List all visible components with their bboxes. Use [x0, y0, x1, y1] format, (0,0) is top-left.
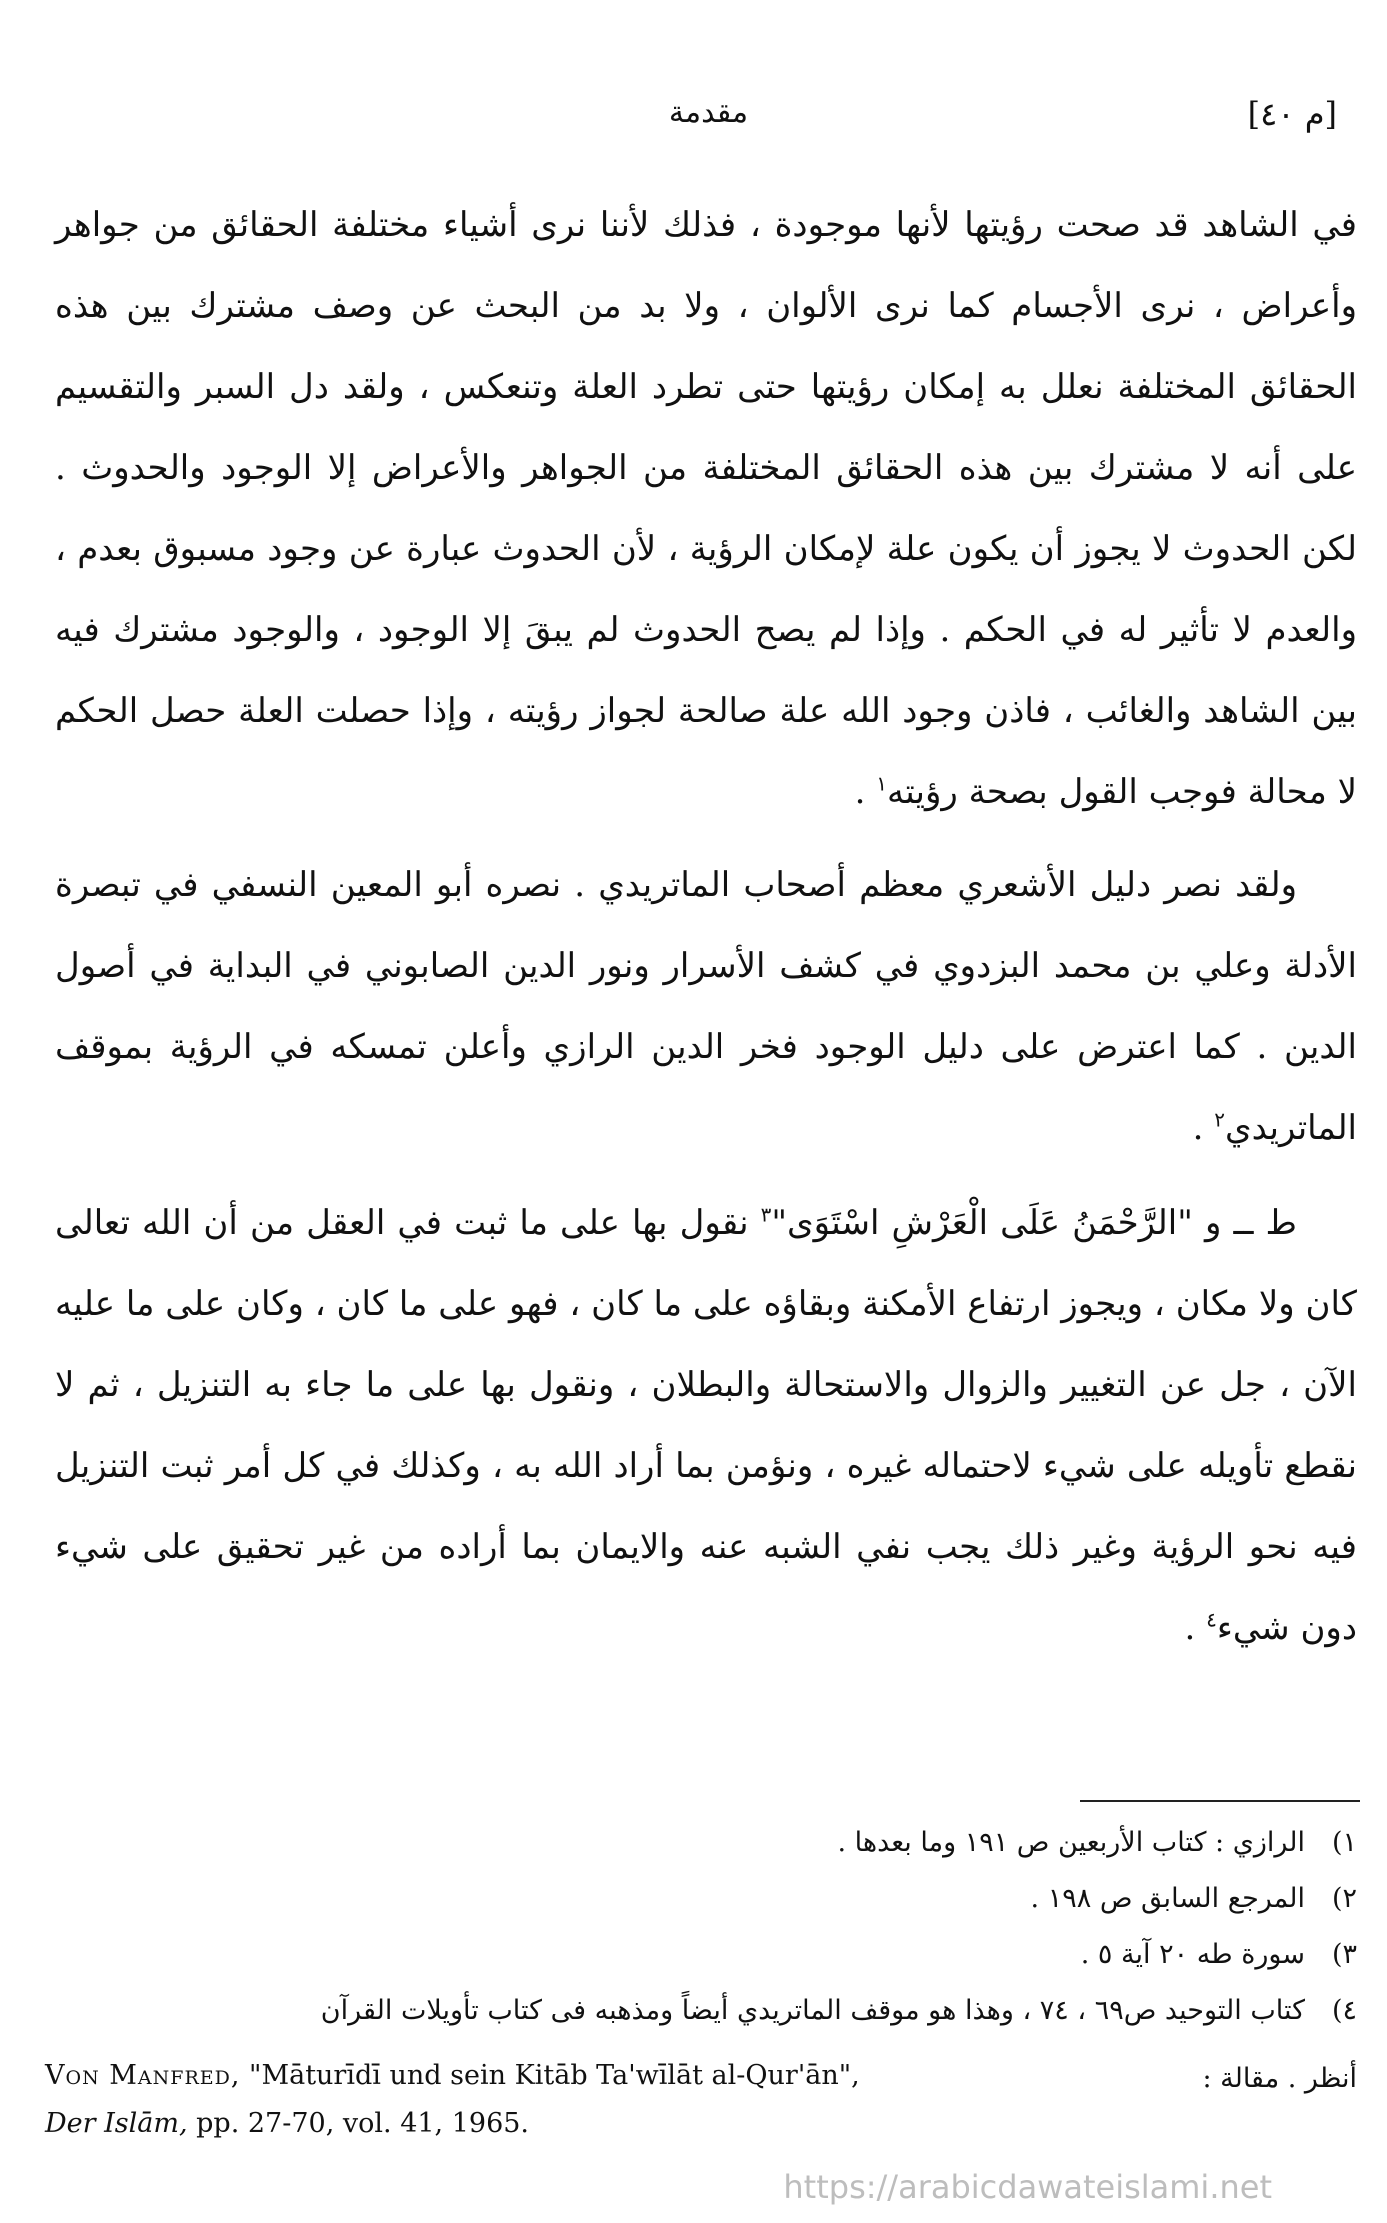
footnote-3-number: ٣) [1331, 1939, 1357, 1970]
footnote-4 [40, 1983, 1357, 2039]
citation-details: pp. 27-70, vol. 41, 1965. [187, 2108, 530, 2139]
paragraph-2 [55, 845, 1357, 1169]
footnote-divider [1080, 1800, 1360, 1802]
footnote-3-text: سورة طه ٢٠ آية ٥ . [1080, 1939, 1305, 1970]
paragraph-3 [55, 1183, 1357, 1669]
footnote-2-number: ٢) [1331, 1883, 1357, 1914]
main-text [55, 185, 1357, 1669]
citation-title: "Māturīdī und sein Kitāb Ta'wīlāt al-Qur'ān", [240, 2060, 860, 2091]
paragraph-2-end: . [1192, 1108, 1215, 1148]
footnote-4-journal-ref [45, 2108, 529, 2139]
footnote-1 [40, 1815, 1357, 1871]
footnote-1-text: الرازي : كتاب الأربعين ص ١٩١ وما بعدها . [837, 1827, 1305, 1858]
footnote-4-see-article: أنظر . مقالة : [1202, 2063, 1357, 2094]
paragraph-3-end: . [1184, 1608, 1207, 1648]
footnotes [40, 1815, 1357, 2039]
page-number: [م ٤٠] [1247, 95, 1337, 133]
paragraph-2-text: ولقد نصر دليل الأشعري معظم أصحاب الماتريدي . نصره أبو المعين النسفي في تبصرة الأدلة وعلي بن محمد البزدوي في كشف الأسرار ونور الدين الصابوني في البداية في أصول الدين . كما اعترض على دليل الوجود فخر الدين الرازي وأعلن تمسكه في الرؤية بموقف الماتريدي [55, 865, 1357, 1148]
footnote-2-text: المرجع السابق ص ١٩٨ . [1030, 1883, 1305, 1914]
footnote-1-number: ١) [1331, 1827, 1357, 1858]
paragraph-3-quote: ط ــ و "الرَّحْمَنُ عَلَى الْعَرْشِ اسْتَوَى" [771, 1203, 1297, 1243]
paragraph-1 [55, 185, 1357, 833]
paragraph-1-end: . [854, 772, 877, 812]
watermark-url: https://arabicdawateislami.net [783, 2168, 1272, 2206]
footnote-4-citation [45, 2060, 860, 2091]
footnote-ref-1: ١ [876, 771, 888, 796]
footnote-ref-4: ٤ [1206, 1607, 1217, 1632]
paragraph-1-text: في الشاهد قد صحت رؤيتها لأنها موجودة ، فذلك لأننا نرى أشياء مختلفة الحقائق من جواهر وأعراض ، نرى الأجسام كما نرى الألوان ، ولا بد من البحث عن وصف مشترك بين هذه الحقائق المختلفة نعلل به إمكان رؤيتها حتى تطرد العلة وتنعكس ، ولقد دل السبر والتقسيم على أنه لا مشترك بين هذه الحقائق المختلفة من الجواهر والأعراض إلا الوجود والحدوث . لكن الحدوث لا يجوز أن يكون علة لإمكان الرؤية ، لأن الحدوث عبارة عن وجود مسبوق بعدم ، والعدم لا تأثير له في الحكم . وإذا لم يصح الحدوث لم يبقَ إلا الوجود ، والوجود مشترك فيه بين الشاهد والغائب ، فاذن وجود الله علة صالحة لجواز رؤيته ، وإذا حصلت العلة حصل الحكم لا محالة فوجب القول بصحة رؤيته [55, 205, 1357, 812]
paragraph-3-text: نقول بها على ما ثبت في العقل من أن الله تعالى كان ولا مكان ، ويجوز ارتفاع الأمكنة وبقاؤه على ما كان ، فهو على ما كان ، وكان على ما عليه الآن ، جل عن التغيير والزوال والاستحالة والبطلان ، ونقول بها على ما جاء به التنزيل ، ثم لا نقطع تأويله على شيء لاحتماله غيره ، ونؤمن بما أراد الله به ، وكذلك في كل أمر ثبت التنزيل فيه نحو الرؤية وغير ذلك يجب نفي الشبه عنه والايمان بما أراده من غير تحقيق على شيء دون شيء [55, 1203, 1357, 1648]
footnote-ref-3: ٣ [760, 1202, 772, 1227]
page-header [70, 95, 1347, 145]
citation-journal: Der Islām, [45, 2108, 188, 2139]
footnote-4-text: كتاب التوحيد ص٦٩ ، ٧٤ ، وهذا هو موقف الماتريدي أيضاً ومذهبه فى كتاب تأويلات القرآن [320, 1995, 1305, 2026]
footnote-4-number: ٤) [1331, 1995, 1357, 2026]
footnote-3 [40, 1927, 1357, 1983]
footnote-2 [40, 1871, 1357, 1927]
citation-author: Von Manfred, [45, 2060, 241, 2091]
footnote-ref-2: ٢ [1214, 1107, 1226, 1132]
page-title: مقدمة [668, 95, 749, 130]
